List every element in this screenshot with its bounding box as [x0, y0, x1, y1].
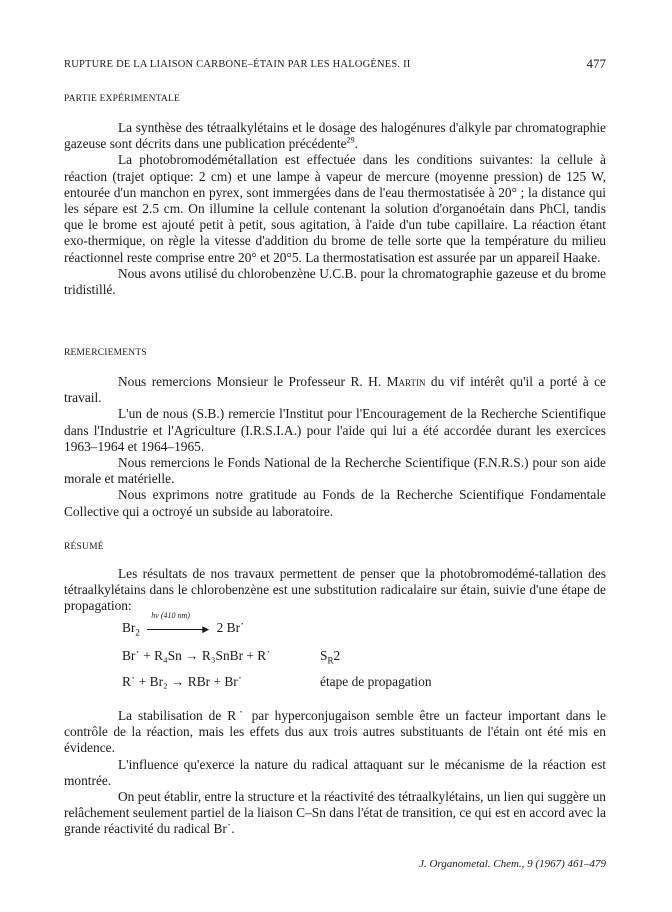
summary-paragraph-1: Les résultats de nos travaux permettent de penser que la photobromodémé-tallation des tétraalkylétains dans le chlorobenzène est une substitution radicalaire sur étain, suivie d'une étape de propagation: [64, 566, 606, 614]
thanks-paragraph-4: Nous exprimons notre gratitude au Fonds de la Recherche Scientifique Fondamentale Collective qui a octroyé un subside au laboratoire. [64, 487, 606, 519]
experimental-section [64, 120, 606, 298]
person-name: Martin [386, 374, 426, 389]
reaction-arrow-icon: hν (410 nm) ▶ [147, 623, 209, 635]
experimental-paragraph-3: Nous avons utilisé du chlorobenzène U.C.B. pour la chromatographie gazeuse et du brome tridistillé. [64, 265, 606, 298]
thanks-paragraph-2: L'un de nous (S.B.) remercie l'Institut pour l'Encouragement de la Recherche Scientifique dans l'Industrie et l'Agriculture (I.R.S.I.A.) pour l'aide qui lui a été accordée durant les exercices 1963–1964 et 1964–1965. [64, 406, 606, 454]
thanks-section [64, 374, 606, 520]
section-heading-experimental: PARTIE EXPÉRIMENTALE [64, 94, 181, 104]
journal-citation: J. Organometal. Chem., 9 (1967) 461–479 [419, 858, 606, 870]
summary-paragraph-2: La stabilisation de R˙ par hyperconjugaison semble être un facteur important dans le contrôle de la réaction, mais les effets dus aux trois autres substituants de l'étain ont été mis en évidence. [64, 708, 606, 756]
summary-intro [64, 566, 606, 615]
experimental-paragraph-1: La synthèse des tétraalkylétains et le dosage des halogénures d'alkyle par chromatographie gazeuse sont décrits dans une publication précédente$^{29}$. [64, 120, 606, 152]
summary-paragraph-4: On peut établir, entre la structure et la réactivité des tétraalkylétains, un lien qui suggère un relâchement seulement partiel de la liaison C–Sn dans l'état de transition, ce qui est en accord avec la grande réactivité du radical Br˙. [64, 789, 606, 837]
equation-3-label: étape de propagation [320, 674, 432, 689]
summary-paragraph-3: L'influence qu'exerce la nature du radical attaquant sur le mécanisme de la réaction est montrée. [64, 756, 606, 788]
equation-3: R˙ + Br₂ → RBr + Br˙ [122, 674, 243, 689]
equation-2: Br˙ + R₄Sn → R₃SnBr + R˙ [122, 648, 271, 663]
arrow-label: hν (410 nm) [151, 610, 190, 620]
experimental-paragraph-2: La photobromodémétallation est effectuée dans les conditions suivantes: la cellule à réaction (trajet optique: 2 cm) et une lampe à vapeur de mercure (moyenne pression) de 125 W, entourée d'un manchon en pyrex, sont immergées dans de l'eau thermostatisée à 20° ; la distance qui les sépare est 2.5 cm. On illumine la cellule contenant la solution d'organoétain dans PhCl, tandis que le brome est ajouté petit à petit, sous agitation, à l'aide d'un tube capillaire. La réaction étant exo-thermique, on règle la vitesse d'addition du brome de telle sorte que la température du milieu réactionnel reste comprise entre 20° et 20°5. La thermostatisation est assurée par un appareil Haake. [64, 152, 606, 265]
thanks-paragraph-3: Nous remercions le Fonds National de la Recherche Scientifique (F.N.R.S.) pour son aide morale et matérielle. [64, 455, 606, 487]
equation-1: $Br_2$ hν (410 nm) ▶ 2 Br˙ [122, 610, 245, 638]
section-heading-thanks: REMERCIEMENTS [64, 348, 147, 358]
thanks-paragraph-1: Nous remercions Monsieur le Professeur R. H. Martin du vif intérêt qu'il a porté à ce travail. [64, 374, 606, 406]
equation-2-label: $S_R2$ [320, 648, 341, 666]
running-head [64, 56, 606, 72]
summary-conclusions [64, 708, 606, 838]
page-number: 477 [586, 56, 606, 71]
reference-superscript: 29 [346, 135, 355, 145]
running-head-title: RUPTURE DE LA LIAISON CARBONE–ÉTAIN PAR LES HALOGÈNES. II [64, 59, 411, 70]
section-heading-summary: RÉSUMÉ [64, 542, 104, 552]
reaction-equations [122, 610, 522, 702]
